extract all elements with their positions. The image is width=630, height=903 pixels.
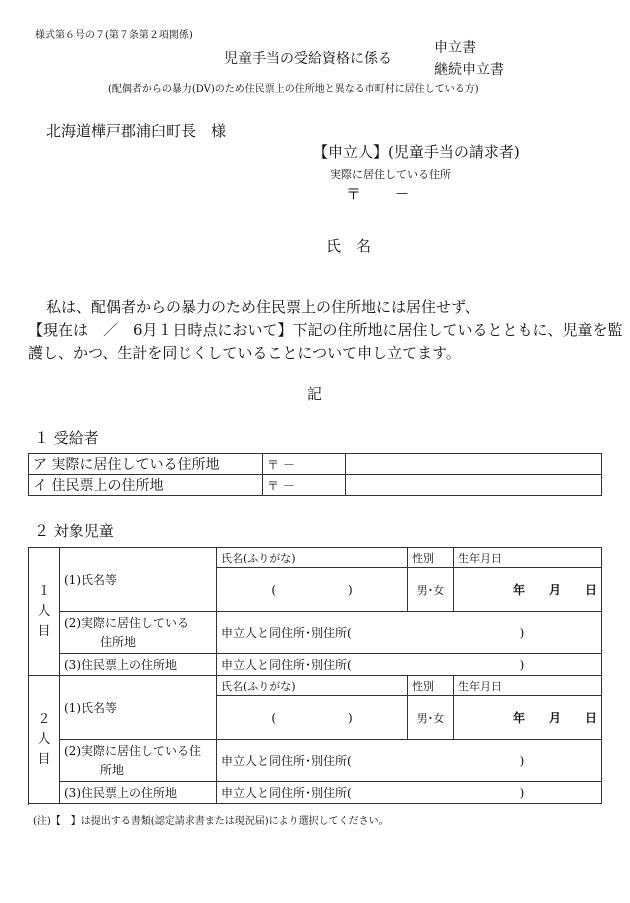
column-header-dob: 生年月日 [454,548,602,568]
child1-dob-field[interactable]: 年 月 日 [454,568,602,612]
title-option-continuation: 継続申立書 [434,62,504,78]
table-row [29,454,602,475]
section1-heading: １ 受給者 [34,429,99,447]
child2-ordinal: ２ 人 目 [29,676,60,804]
recipient-actual-address-label: ア 実際に居住している住所地 [29,454,263,475]
applicant-name-label: 氏 名 [326,237,372,255]
child2-dob-field[interactable]: 年 月 日 [454,696,602,740]
statement-line-2: 【現在は ／ 6月１日時点において】下記の住所地に居住しているとともに、児童を監 [28,321,623,339]
postal-mark: 〒 [346,185,362,203]
postal-dash: — [396,186,408,200]
recipient-registered-address-field[interactable] [346,475,602,496]
child1-registered-address-field[interactable]: 申立人と同住所･別住所( ) [217,654,602,676]
child1-ordinal: １ 人 目 [29,548,60,676]
addressee: 北海道樺戸郡浦臼町長 様 [46,122,227,140]
child1-furigana-field[interactable]: ( ) [217,568,408,612]
child2-name-label: (1)氏名等 [60,676,217,740]
column-header-sex: 性別 [408,676,454,696]
child2-registered-address-field[interactable]: 申立人と同住所･別住所( ) [217,782,602,804]
child1-sex-select[interactable]: 男･女 [408,568,454,612]
document-subtitle: (配偶者からの暴力(DV)のため住民票上の住所地と異なる市町村に居住している方) [108,84,479,95]
ki-mark: 記 [307,385,323,403]
recipient-actual-address-field[interactable] [346,454,602,475]
table-row [29,612,602,654]
child1-actual-address-field[interactable]: 申立人と同住所･別住所( ) [217,612,602,654]
statement-line-3: 護し、かつ、生計を同じくしていることについて申し立てます。 [28,344,461,362]
table-row [29,740,602,782]
table-row [29,676,602,696]
child1-actual-address-label: (2)実際に居住している 住所地 [60,612,217,654]
child2-sex-select[interactable]: 男･女 [408,696,454,740]
column-header-name: 氏名(ふりがな) [217,676,408,696]
table-row [29,548,602,568]
table-row [29,654,602,676]
recipient-actual-postal: 〒 － [263,454,346,475]
recipient-registered-address-label: イ 住民票上の住所地 [29,475,263,496]
child1-name-label: (1)氏名等 [60,548,217,612]
child2-actual-address-field[interactable]: 申立人と同住所･別住所( ) [217,740,602,782]
table-row [29,475,602,496]
form-number: 様式第６号の７(第７条第２項関係) [35,30,193,41]
applicant-address-label: 実際に居住している住所 [330,168,451,181]
child2-furigana-field[interactable]: ( ) [217,696,408,740]
footnote: (注)【 】は提出する書類(認定請求書または現況届)により選択してください。 [33,816,389,827]
recipient-table [28,453,602,496]
title-option-application: 申立書 [434,40,476,56]
column-header-name: 氏名(ふりがな) [217,548,408,568]
statement-line-1: 私は、配偶者からの暴力のため住民票上の住所地には居住せず、 [46,298,480,316]
document-title: 児童手当の受給資格に係る [224,51,392,67]
column-header-dob: 生年月日 [454,676,602,696]
recipient-registered-postal: 〒 － [263,475,346,496]
child1-registered-address-label: (3)住民票上の住所地 [60,654,217,676]
applicant-heading: 【申立人】(児童手当の請求者) [313,143,520,161]
children-table [28,547,602,804]
column-header-sex: 性別 [408,548,454,568]
section2-heading: ２ 対象児童 [34,522,114,540]
child2-actual-address-label: (2)実際に居住している住 所地 [60,740,217,782]
child2-registered-address-label: (3)住民票上の住所地 [60,782,217,804]
table-row [29,782,602,804]
